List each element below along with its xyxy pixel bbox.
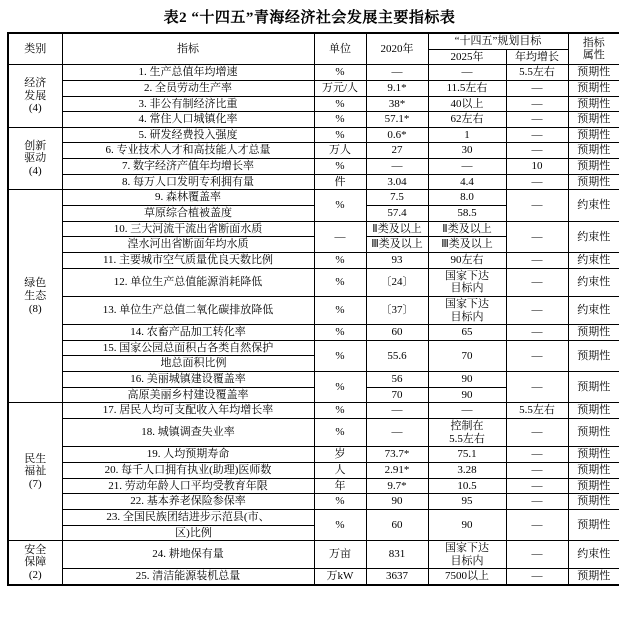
indicator-attribute: 预期性 [568,127,619,143]
indicator-name: 23. 全国民族团结进步示范县(市、 [62,509,314,525]
table-row [8,127,619,143]
value-2020: 〔24〕 [366,268,428,296]
category-line: 驱动 [24,152,47,165]
value-2020: 9.7* [366,478,428,494]
value-plan-avg: — [506,447,568,463]
value-plan-avg: — [506,127,568,143]
indicator-name: 9. 森林覆盖率 [62,190,314,206]
value-plan-avg: — [506,296,568,324]
indicator-name: 8. 每万人口发明专利拥有量 [62,174,314,190]
indicator-name: 3. 非公有制经济比重 [62,96,314,112]
value-plan-2025: 90左右 [428,252,506,268]
indicator-unit: % [314,372,366,403]
value-plan-2025: 40以上 [428,96,506,112]
indicator-unit: % [314,340,366,371]
value-2020-second: 57.4 [366,206,428,222]
value-plan-2025-second: Ⅲ类及以上 [428,237,506,253]
indicator-name: 6. 专业技术人才和高技能人才总量 [62,143,314,159]
indicator-attribute: 预期性 [568,403,619,419]
indicator-attribute: 预期性 [568,65,619,81]
value-2020: 60 [366,325,428,341]
indicator-attribute: 预期性 [568,325,619,341]
value-plan-avg: — [506,174,568,190]
indicator-name-second: 湟水河出省断面年均水质 [62,237,314,253]
category-cell [8,190,62,403]
table-row [8,221,619,237]
indicator-unit: % [314,252,366,268]
indicator-attribute: 预期性 [568,340,619,371]
table-header [8,33,619,65]
value-plan-avg: — [506,143,568,159]
value-plan-avg: — [506,478,568,494]
value-2020: 3637 [366,569,428,585]
value-plan-avg: — [506,419,568,447]
indicator-name: 19. 人均预期寿命 [62,447,314,463]
header-attribute-line1: 指标 [582,36,605,49]
indicator-name: 15. 国家公园总面积占各类自然保护 [62,340,314,356]
indicator-unit: % [314,509,366,540]
indicator-unit: % [314,127,366,143]
indicator-name: 1. 生产总值年均增速 [62,65,314,81]
value-2020: 9.1* [366,80,428,96]
header-plan-group: “十四五”规划目标 [428,33,568,49]
indicator-name: 4. 常住人口城镇化率 [62,112,314,128]
indicator-attribute: 预期性 [568,419,619,447]
value-plan-avg: 10 [506,159,568,175]
table-row [8,159,619,175]
indicator-name: 21. 劳动年龄人口平均受教育年限 [62,478,314,494]
value-plan-avg: 5.5左右 [506,65,568,81]
indicator-name: 10. 三大河流干流出省断面水质 [62,221,314,237]
value-2020: — [366,159,428,175]
value-2020: 55.6 [366,340,428,371]
table-row [8,174,619,190]
category-line: 发展 [24,89,47,102]
category-line: 经济 [24,77,47,90]
value-2020: 0.6* [366,127,428,143]
value-2020: 73.7* [366,447,428,463]
value-2020-second: Ⅲ类及以上 [366,237,428,253]
table-row [8,325,619,341]
table-row [8,80,619,96]
table-row [8,447,619,463]
indicator-name: 25. 清洁能源装机总量 [62,569,314,585]
indicator-unit: 年 [314,478,366,494]
indicator-unit: % [314,65,366,81]
value-plan-avg: — [506,112,568,128]
value-plan-avg: — [506,325,568,341]
indicator-unit: 件 [314,174,366,190]
category-line: (4) [28,164,42,177]
value-plan-avg: — [506,190,568,221]
indicator-attribute: 预期性 [568,569,619,585]
category-line: (7) [28,478,42,491]
indicator-attribute: 预期性 [568,494,619,510]
table-row [8,340,619,356]
value-2020: 3.04 [366,174,428,190]
indicator-unit: % [314,419,366,447]
header-attribute [568,33,619,65]
table-row [8,494,619,510]
indicator-name: 7. 数字经济产值年均增长率 [62,159,314,175]
value-plan-2025: 1 [428,127,506,143]
value-plan-2025: Ⅱ类及以上 [428,221,506,237]
table-row [8,372,619,388]
value-plan-2025: 10.5 [428,478,506,494]
value-plan-avg: — [506,340,568,371]
value-2020: 2.91* [366,462,428,478]
value-plan-avg: — [506,494,568,510]
page-title: 表2 “十四五”青海经济社会发展主要指标表 [163,10,456,26]
indicator-unit: % [314,494,366,510]
value-plan-2025-second: 90 [428,387,506,403]
indicator-name: 16. 美丽城镇建设覆盖率 [62,372,314,388]
indicator-attribute: 预期性 [568,447,619,463]
category-cell [8,403,62,541]
value-2020: 〔37〕 [366,296,428,324]
indicator-name: 20. 每千人口拥有执业(助理)医师数 [62,462,314,478]
value-plan-2025: 控制在 5.5左右 [428,419,506,447]
indicator-attribute: 约束性 [568,541,619,569]
table-row [8,268,619,296]
value-2020: Ⅱ类及以上 [366,221,428,237]
value-2020: 60 [366,509,428,540]
indicator-name: 22. 基本养老保险参保率 [62,494,314,510]
category-line: 民生 [24,452,47,465]
indicator-attribute: 预期性 [568,509,619,540]
table-row [8,462,619,478]
value-2020: — [366,403,428,419]
value-plan-2025: — [428,159,506,175]
indicator-attribute: 约束性 [568,221,619,252]
header-plan-2025: 2025年 [428,49,506,65]
value-plan-2025: 7500以上 [428,569,506,585]
value-2020: 57.1* [366,112,428,128]
indicator-name: 12. 单位生产总值能源消耗降低 [62,268,314,296]
table-row [8,509,619,525]
category-line: 安全 [24,543,47,556]
indicator-unit: % [314,159,366,175]
category-cell [8,65,62,128]
indicator-attribute: 预期性 [568,112,619,128]
category-line: (8) [28,302,42,315]
value-2020: 93 [366,252,428,268]
category-cell [8,541,62,585]
value-plan-avg: — [506,372,568,403]
indicator-attribute: 预期性 [568,462,619,478]
indicators-table [7,32,619,586]
indicator-name: 13. 单位生产总值二氧化碳排放降低 [62,296,314,324]
indicator-unit: % [314,112,366,128]
value-plan-2025: 3.28 [428,462,506,478]
category-line: 保障 [24,556,47,569]
value-plan-2025: 国家下达 目标内 [428,296,506,324]
header-category: 类别 [8,33,62,65]
value-plan-2025: 95 [428,494,506,510]
table-row [8,478,619,494]
header-attribute-line2: 属性 [582,49,605,62]
indicator-name: 17. 居民人均可支配收入年均增长率 [62,403,314,419]
indicator-unit: 万元/人 [314,80,366,96]
value-2020: 27 [366,143,428,159]
table-row [8,112,619,128]
value-plan-avg: — [506,96,568,112]
table-row [8,252,619,268]
indicator-attribute: 预期性 [568,372,619,403]
indicator-attribute: 预期性 [568,159,619,175]
value-2020: — [366,65,428,81]
category-line: 福祉 [24,465,47,478]
value-plan-2025: 8.0 [428,190,506,206]
indicator-unit: % [314,268,366,296]
table-row [8,190,619,206]
value-2020: 56 [366,372,428,388]
indicator-unit: 万亩 [314,541,366,569]
indicator-attribute: 约束性 [568,296,619,324]
indicator-name: 24. 耕地保有量 [62,541,314,569]
value-plan-2025: 国家下达 目标内 [428,268,506,296]
indicator-name-second: 高原美丽乡村建设覆盖率 [62,387,314,403]
indicator-name: 18. 城镇调查失业率 [62,419,314,447]
indicator-name-second: 地总面积比例 [62,356,314,372]
value-2020: — [366,419,428,447]
value-plan-2025: — [428,65,506,81]
table-row [8,419,619,447]
indicator-unit: % [314,190,366,221]
category-line: (2) [28,568,42,581]
indicator-name: 5. 研发经费投入强度 [62,127,314,143]
indicator-unit: — [314,221,366,252]
table-body [8,65,619,585]
indicator-unit: 人 [314,462,366,478]
value-plan-2025: 11.5左右 [428,80,506,96]
value-2020: 831 [366,541,428,569]
value-plan-2025: 90 [428,509,506,540]
value-plan-2025: 62左右 [428,112,506,128]
value-plan-avg: — [506,252,568,268]
indicator-unit: % [314,296,366,324]
value-2020-second: 70 [366,387,428,403]
value-plan-2025: 90 [428,372,506,388]
table-row [8,569,619,585]
indicator-name: 2. 全员劳动生产率 [62,80,314,96]
value-plan-avg: — [506,569,568,585]
value-plan-avg: 5.5左右 [506,403,568,419]
indicator-unit: 万人 [314,143,366,159]
value-plan-avg: — [506,462,568,478]
value-2020: 7.5 [366,190,428,206]
indicator-unit: % [314,325,366,341]
indicator-attribute: 预期性 [568,174,619,190]
indicator-attribute: 约束性 [568,190,619,221]
value-plan-2025: 75.1 [428,447,506,463]
value-plan-avg: — [506,509,568,540]
indicator-unit: % [314,96,366,112]
category-line: (4) [28,102,42,115]
indicator-attribute: 预期性 [568,80,619,96]
header-plan-avg: 年均增长 [506,49,568,65]
table-row [8,296,619,324]
indicator-unit: % [314,403,366,419]
value-2020: 38* [366,96,428,112]
indicator-name: 14. 农畜产品加工转化率 [62,325,314,341]
indicator-attribute: 约束性 [568,268,619,296]
value-plan-2025-second: 58.5 [428,206,506,222]
value-plan-avg: — [506,541,568,569]
indicator-name: 11. 主要城市空气质量优良天数比例 [62,252,314,268]
table-row [8,403,619,419]
value-plan-avg: — [506,80,568,96]
value-plan-avg: — [506,221,568,252]
indicator-attribute: 预期性 [568,143,619,159]
table-row [8,96,619,112]
value-plan-2025: 70 [428,340,506,371]
value-2020: 90 [366,494,428,510]
table-row [8,143,619,159]
value-plan-2025: 4.4 [428,174,506,190]
category-line: 创新 [24,139,47,152]
value-plan-2025: 国家下达 目标内 [428,541,506,569]
table-row [8,65,619,81]
value-plan-2025: 65 [428,325,506,341]
indicator-unit: 岁 [314,447,366,463]
indicator-name-second: 草原综合植被盖度 [62,206,314,222]
category-line: 绿色 [24,277,47,290]
indicator-unit: 万kW [314,569,366,585]
indicator-attribute: 约束性 [568,252,619,268]
indicator-attribute: 预期性 [568,96,619,112]
value-plan-avg: — [506,268,568,296]
table-row [8,541,619,569]
header-indicator: 指标 [62,33,314,65]
indicator-attribute: 预期性 [568,478,619,494]
category-cell [8,127,62,190]
value-plan-2025: 30 [428,143,506,159]
indicator-name-second: 区)比例 [62,525,314,541]
header-unit: 单位 [314,33,366,65]
header-year-2020: 2020年 [366,33,428,65]
value-plan-2025: — [428,403,506,419]
category-line: 生态 [24,290,47,303]
